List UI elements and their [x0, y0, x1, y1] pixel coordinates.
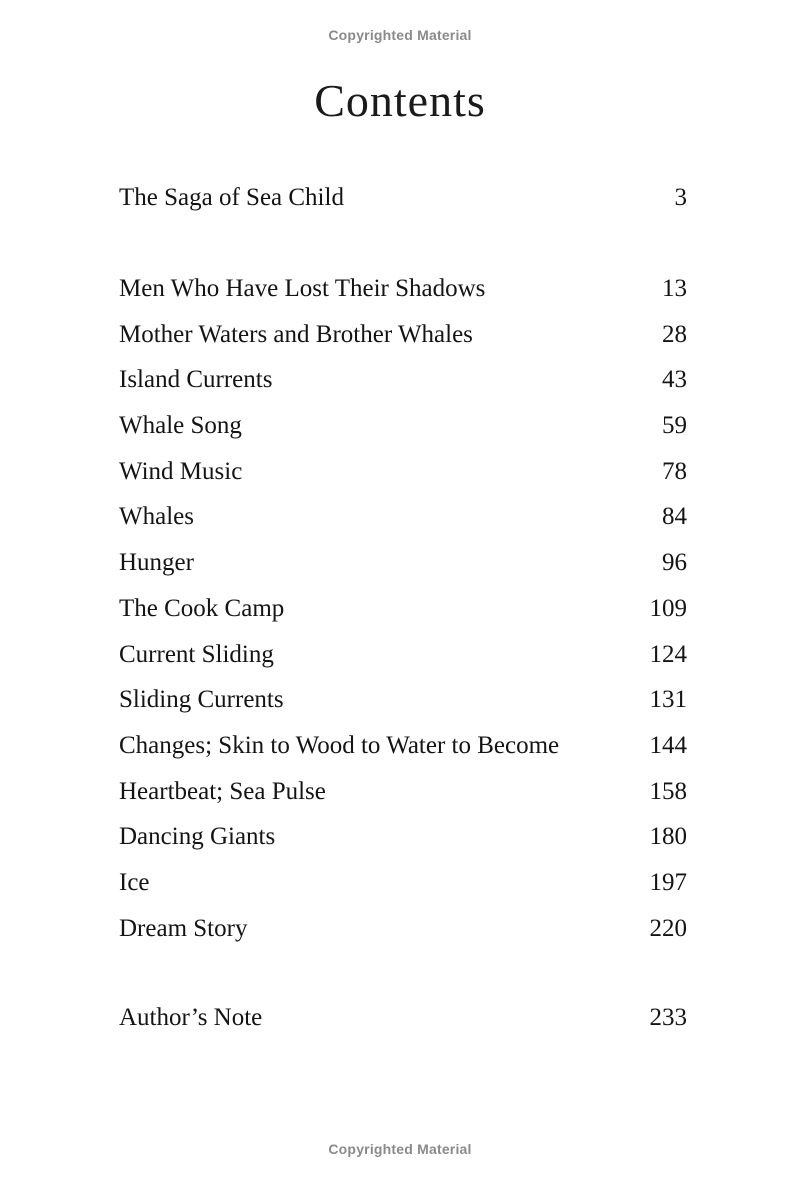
- toc-entry-page: 84: [662, 503, 687, 531]
- toc-entry-page: 109: [649, 594, 687, 622]
- toc-entry[interactable]: [119, 632, 687, 678]
- toc-entry[interactable]: [119, 403, 687, 449]
- toc-entry-page: 158: [649, 777, 687, 805]
- toc-entry-page: 180: [649, 823, 687, 851]
- toc-entry[interactable]: [119, 449, 687, 495]
- toc-entry[interactable]: [119, 723, 687, 769]
- toc-entry-title: Island Currents: [119, 366, 273, 394]
- toc-entry-title: Dancing Giants: [119, 823, 276, 851]
- toc-entry-title: Dream Story: [119, 914, 248, 942]
- toc-front-matter: [119, 175, 687, 221]
- toc-entry-title: Heartbeat; Sea Pulse: [119, 777, 326, 805]
- toc-entry-page: 220: [649, 914, 687, 942]
- toc-entry[interactable]: [119, 860, 687, 906]
- toc-entry[interactable]: [119, 769, 687, 815]
- toc-entry-title: The Cook Camp: [119, 594, 285, 622]
- toc-chapters: [119, 266, 687, 951]
- toc-back-matter: [119, 995, 687, 1041]
- toc-entry[interactable]: [119, 995, 687, 1041]
- toc-entry-page: 96: [662, 549, 687, 577]
- toc-entry-page: 28: [662, 320, 687, 348]
- toc-entry[interactable]: [119, 677, 687, 723]
- toc-entry[interactable]: [119, 586, 687, 632]
- toc-entry-title: Ice: [119, 868, 150, 896]
- copyright-watermark-bottom: Copyrighted Material: [328, 1141, 472, 1157]
- toc-entry-title: Author’s Note: [119, 1004, 263, 1031]
- toc-entry-page: 13: [662, 275, 687, 302]
- toc-entry[interactable]: [119, 357, 687, 403]
- toc-entry-title: Changes; Skin to Wood to Water to Become: [119, 731, 560, 759]
- toc-entry-page: 59: [662, 412, 687, 440]
- page-title: Contents: [314, 75, 486, 126]
- toc-entry-page: 78: [662, 457, 687, 485]
- toc-entry-title: Hunger: [119, 549, 194, 577]
- copyright-watermark-top: Copyrighted Material: [328, 27, 472, 43]
- toc-entry[interactable]: [119, 814, 687, 860]
- toc-entry-page: 3: [674, 184, 687, 211]
- toc-entry-page: 43: [662, 366, 687, 394]
- toc-entry-page: 131: [649, 686, 687, 714]
- toc-entry-page: 233: [649, 1004, 687, 1031]
- toc-entry-page: 144: [649, 731, 687, 759]
- toc-entry[interactable]: [119, 312, 687, 358]
- toc-entry-title: Sliding Currents: [119, 686, 284, 714]
- toc-entry-page: 124: [649, 640, 687, 668]
- toc-entry-title: Whales: [119, 503, 194, 531]
- toc-entry-title: Men Who Have Lost Their Shadows: [119, 275, 486, 302]
- toc-entry[interactable]: [119, 494, 687, 540]
- toc-entry-title: Wind Music: [119, 457, 243, 485]
- toc-entry-title: Current Sliding: [119, 640, 274, 668]
- toc-entry[interactable]: [119, 540, 687, 586]
- toc-entry[interactable]: [119, 266, 687, 312]
- toc-entry-page: 197: [649, 868, 687, 896]
- toc-entry[interactable]: [119, 175, 687, 221]
- toc-entry-title: The Saga of Sea Child: [119, 184, 344, 211]
- toc-entry-title: Mother Waters and Brother Whales: [119, 320, 473, 348]
- toc-entry[interactable]: [119, 906, 687, 952]
- toc-entry-title: Whale Song: [119, 412, 242, 440]
